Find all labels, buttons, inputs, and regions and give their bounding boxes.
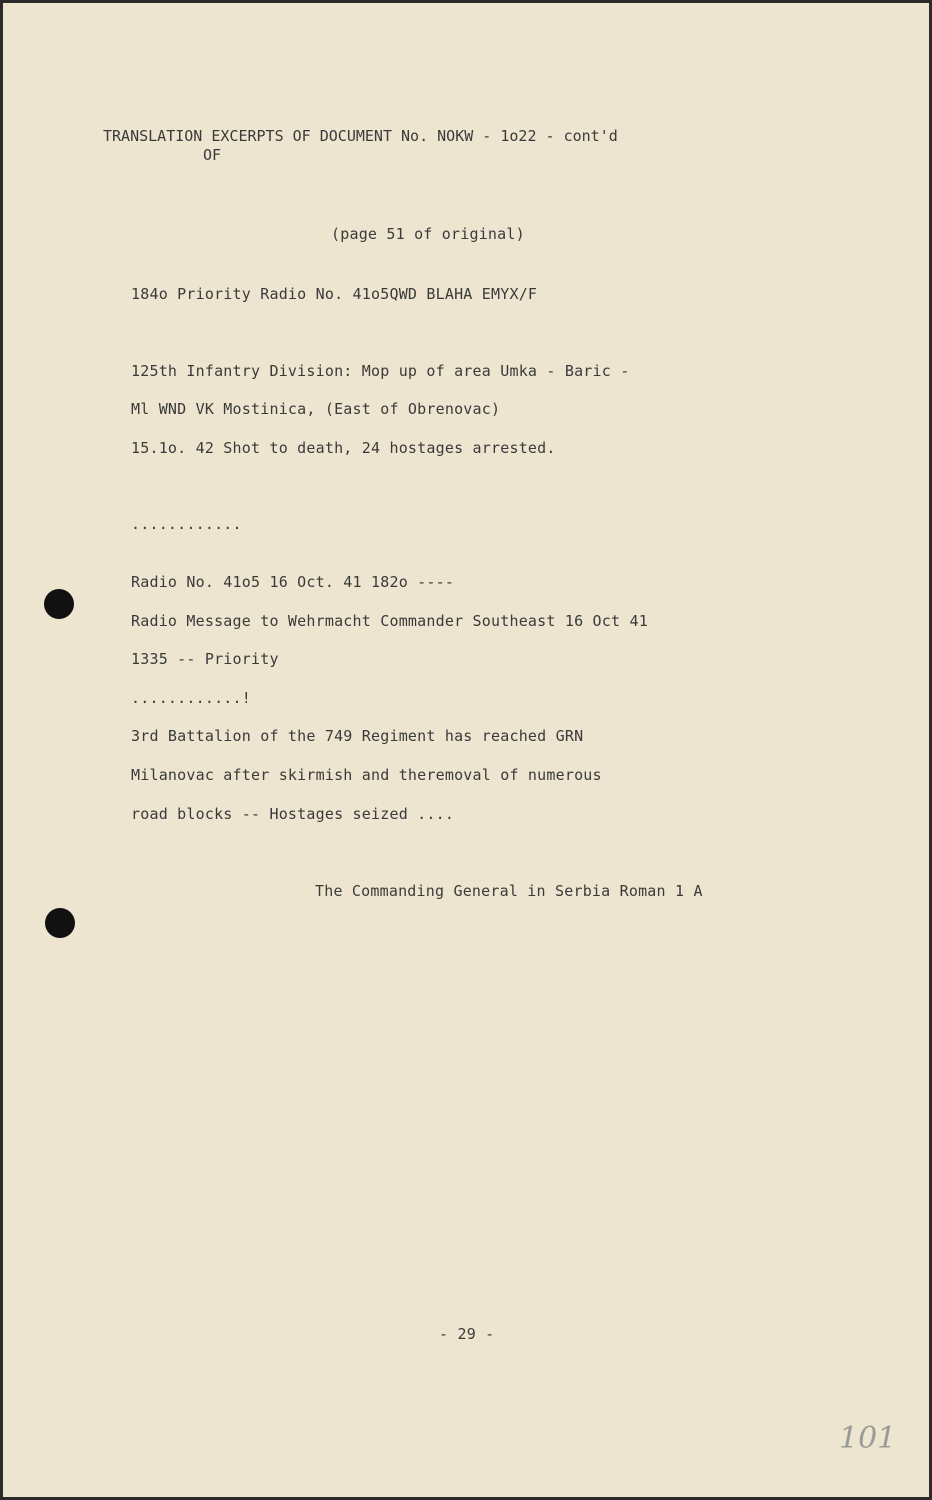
- document-heading: TRANSLATION EXCERPTS OF DOCUMENT No. NOKW - 1o22 - cont'd: [103, 127, 618, 145]
- punch-hole: [44, 589, 74, 619]
- page-reference: (page 51 of original): [331, 225, 525, 243]
- paragraph-line: 3rd Battalion of the 749 Regiment has reached GRN: [131, 727, 584, 745]
- paragraph-line: 125th Infantry Division: Mop up of area Umka - Baric -: [131, 362, 630, 380]
- paragraph-line: Milanovac after skirmish and theremoval of numerous: [131, 766, 602, 784]
- document-heading-of: OF: [203, 146, 222, 164]
- separator-dots: ............: [131, 515, 242, 533]
- paragraph-line: 15.1o. 42 Shot to death, 24 hostages arrested.: [131, 439, 556, 457]
- punch-hole: [45, 908, 75, 938]
- paragraph-line: Radio Message to Wehrmacht Commander Southeast 16 Oct 41: [131, 612, 648, 630]
- paragraph-line: road blocks -- Hostages seized ....: [131, 805, 455, 823]
- radio-header: 184o Priority Radio No. 41o5QWD BLAHA EMYX/F: [131, 285, 538, 303]
- signature-line: The Commanding General in Serbia Roman 1 A: [315, 882, 703, 900]
- paragraph-line: 1335 -- Priority: [131, 650, 279, 668]
- paragraph-line: Ml WND VK Mostinica, (East of Obrenovac): [131, 400, 501, 418]
- page-number: - 29 -: [439, 1325, 495, 1343]
- pencil-annotation: 101: [839, 1421, 897, 1456]
- paragraph-line: Radio No. 41o5 16 Oct. 41 182o ----: [131, 573, 455, 591]
- separator-dots: ............!: [131, 689, 251, 707]
